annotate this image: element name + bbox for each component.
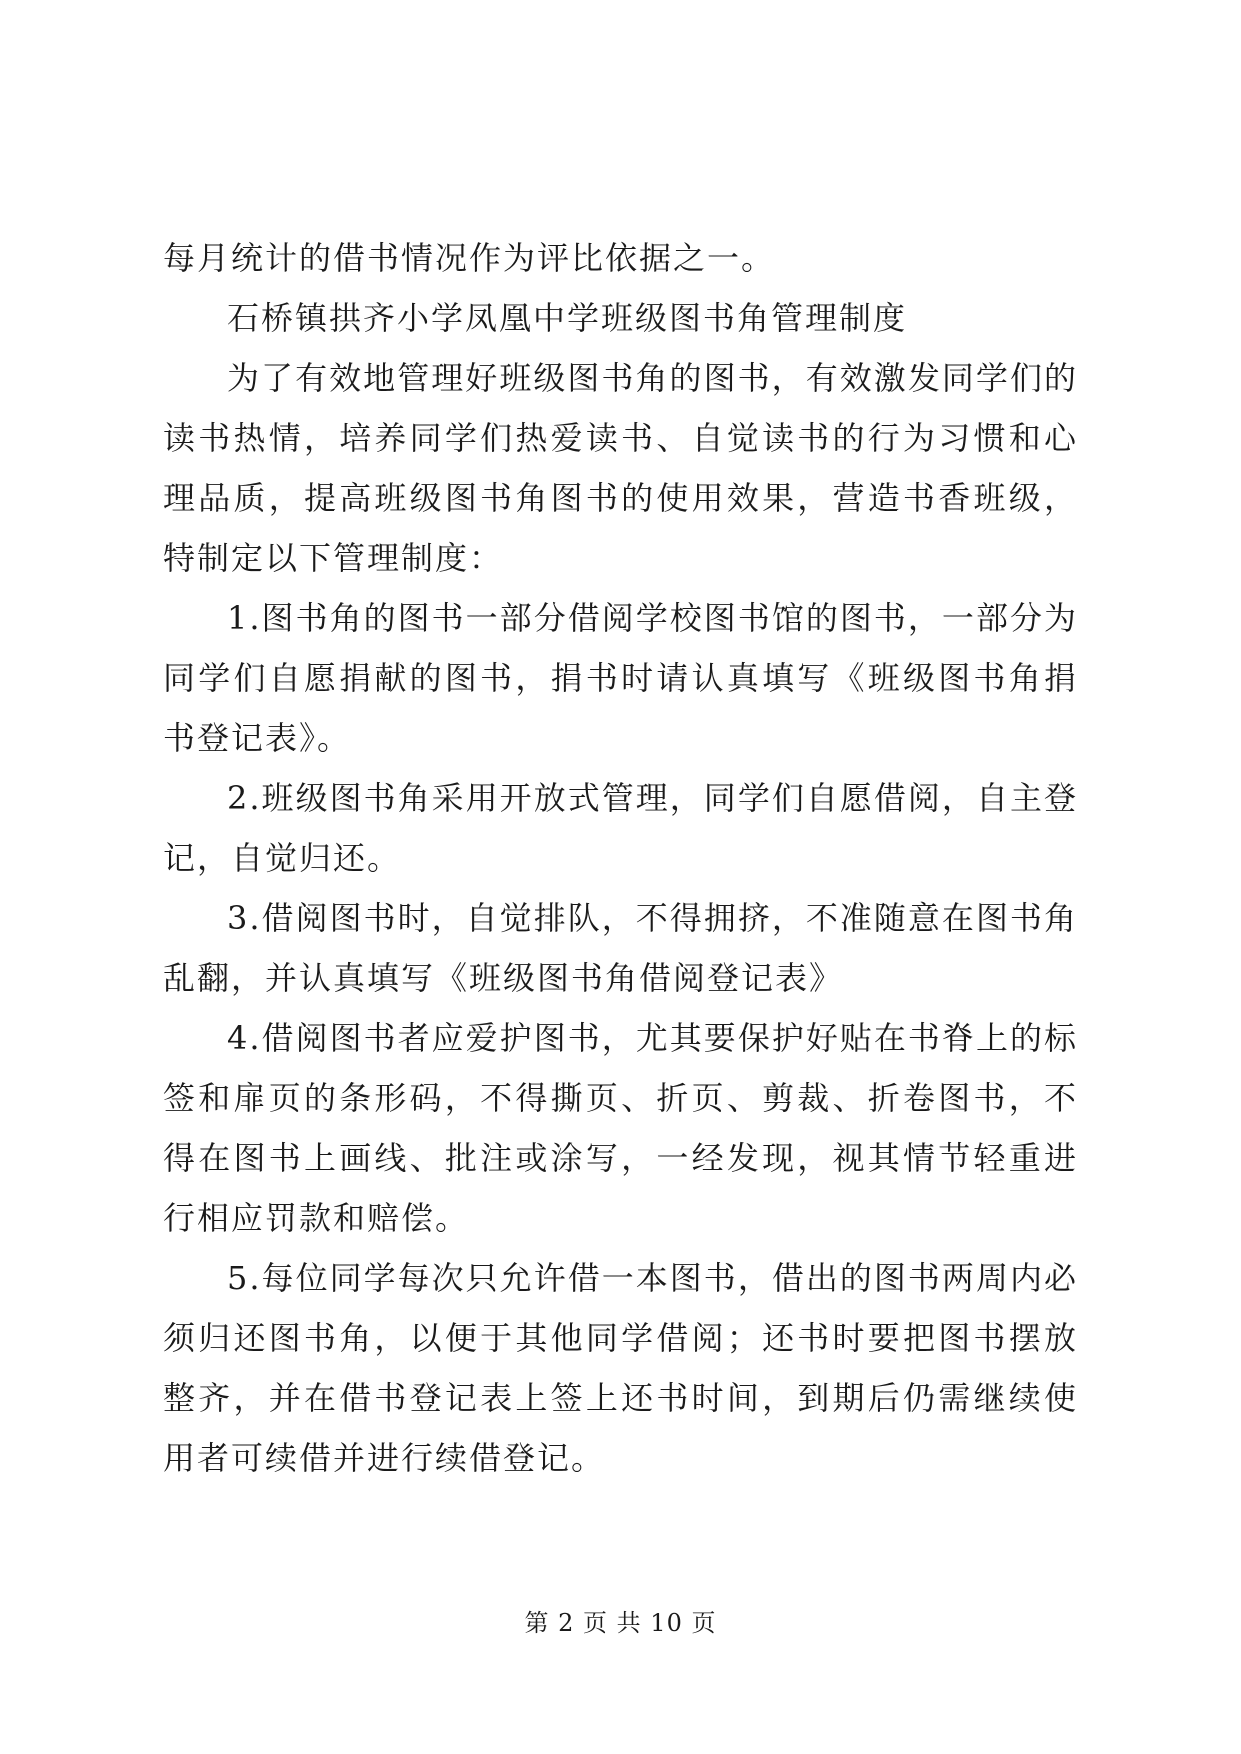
section-title: 石桥镇拱齐小学凤凰中学班级图书角管理制度: [227, 299, 908, 337]
rule-item-5: 5.每位同学每次只允许借一本图书，借出的图书两周内必须归还图书角，以便于其他同学借阅；还书时要把图书摆放整齐，并在借书登记表上签上还书时间，到期后仍需继续使用者可续借并进行续借登记。: [163, 1259, 1078, 1477]
rule-item-4: 4.借阅图书者应爱护图书，尤其要保护好贴在书脊上的标签和扉页的条形码，不得撕页、折页、剪裁、折卷图书，不得在图书上画线、批注或涂写，一经发现，视其情节轻重进行相应罚款和赔偿。: [163, 1019, 1078, 1237]
paragraph-continuation: 每月统计的借书情况作为评比依据之一。: [163, 239, 776, 277]
rule-item-2: 2.班级图书角采用开放式管理，同学们自愿借阅，自主登记，自觉归还。: [163, 779, 1078, 877]
document-body: [163, 228, 1078, 1488]
page-number-footer: 第 2 页 共 10 页: [524, 1609, 717, 1637]
rule-item-3: 3.借阅图书时，自觉排队，不得拥挤，不准随意在图书角乱翻，并认真填写《班级图书角借阅登记表》: [163, 899, 1078, 997]
rule-item-1: 1.图书角的图书一部分借阅学校图书馆的图书，一部分为同学们自愿捐献的图书，捐书时请认真填写《班级图书角捐书登记表》。: [163, 599, 1078, 757]
paragraph-intro: 为了有效地管理好班级图书角的图书，有效激发同学们的读书热情，培养同学们热爱读书、自觉读书的行为习惯和心理品质，提高班级图书角图书的使用效果，营造书香班级，特制定以下管理制度：: [163, 359, 1078, 577]
